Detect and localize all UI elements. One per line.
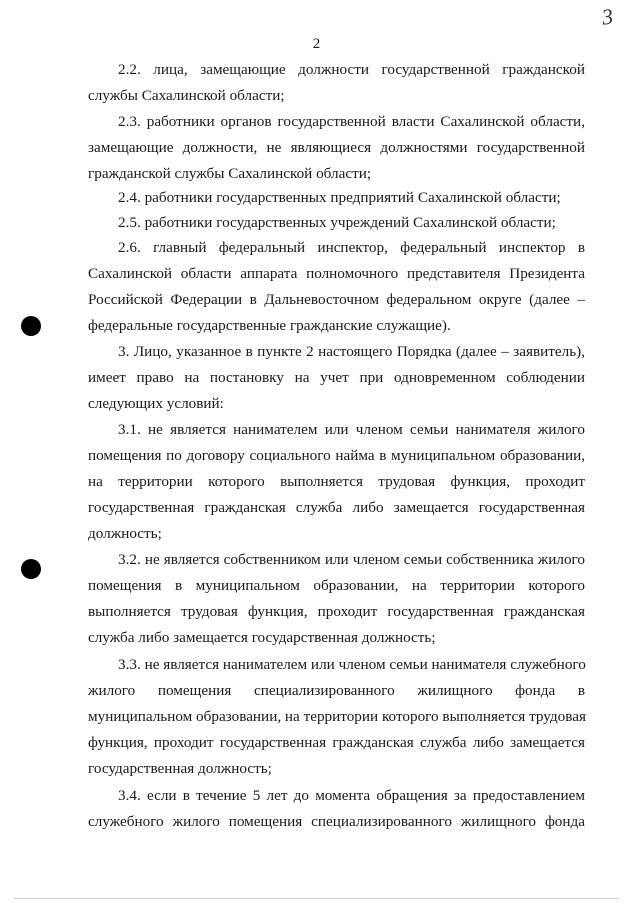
text-line: служба либо замещается государственная должность; [88,629,436,646]
text-line: 3.2. не является собственником или членом семьи собственника жилого [118,551,585,568]
text-line: помещения в муниципальном образовании, на территории которого [88,577,585,594]
text-line: помещения по договору социального найма в муниципальном образовании, [88,447,585,464]
handwritten-page-mark: 3 [600,3,615,30]
punch-hole-upper [21,316,41,336]
text-line: 3. Лицо, указанное в пункте 2 настоящего Порядка (далее – заявитель), [118,343,585,360]
text-line: службы Сахалинской области; [88,87,285,104]
text-line: государственная должность; [88,760,272,777]
text-line: 3.3. не является нанимателем или членом семьи нанимателя служебного [118,656,586,673]
text-line: 3.4. если в течение 5 лет до момента обращения за предоставлением [118,787,585,804]
text-line: 3.1. не является нанимателем или членом семьи нанимателя жилого [118,421,585,438]
text-line: имеет право на постановку на учет при одновременном соблюдении [88,369,585,386]
text-line: Сахалинской области аппарата полномочного представителя Президента [88,265,585,282]
text-line: замещающие должности, не являющиеся должностями государственной [88,139,585,156]
text-line: 2.2. лица, замещающие должности государственной гражданской [118,61,585,78]
text-line: 2.4. работники государственных предприятий Сахалинской области; [118,189,561,206]
page-number: 2 [312,36,321,52]
text-line: 2.5. работники государственных учреждений Сахалинской области; [118,214,556,231]
punch-hole-lower [21,559,41,579]
text-line: должность; [88,525,162,542]
text-line: 2.6. главный федеральный инспектор, федеральный инспектор в [118,239,585,256]
text-line: федеральные государственные гражданские служащие). [88,317,451,334]
text-line: служебного жилого помещения специализированного жилищного фонда [88,813,585,830]
text-line: следующих условий: [88,395,224,412]
text-line: гражданской службы Сахалинской области; [88,165,372,182]
text-line: государственная гражданская служба либо замещается государственная [88,499,585,516]
text-line: жилого помещения специализированного жилищного фонда в [88,682,585,699]
text-line: выполняется трудовая функция, проходит государственная гражданская [88,603,585,620]
text-line: муниципальном образовании, на территории которого выполняется трудовая [88,708,586,725]
scan-edge-line [14,898,619,899]
text-line: 2.3. работники органов государственной власти Сахалинской области, [118,113,585,130]
text-line: Российской Федерации в Дальневосточном федеральном округе (далее – [88,291,585,308]
text-line: функция, проходит государственная гражданская служба либо замещается [88,734,585,751]
text-line: на территории которого выполняется трудовая функция, проходит [88,473,585,490]
